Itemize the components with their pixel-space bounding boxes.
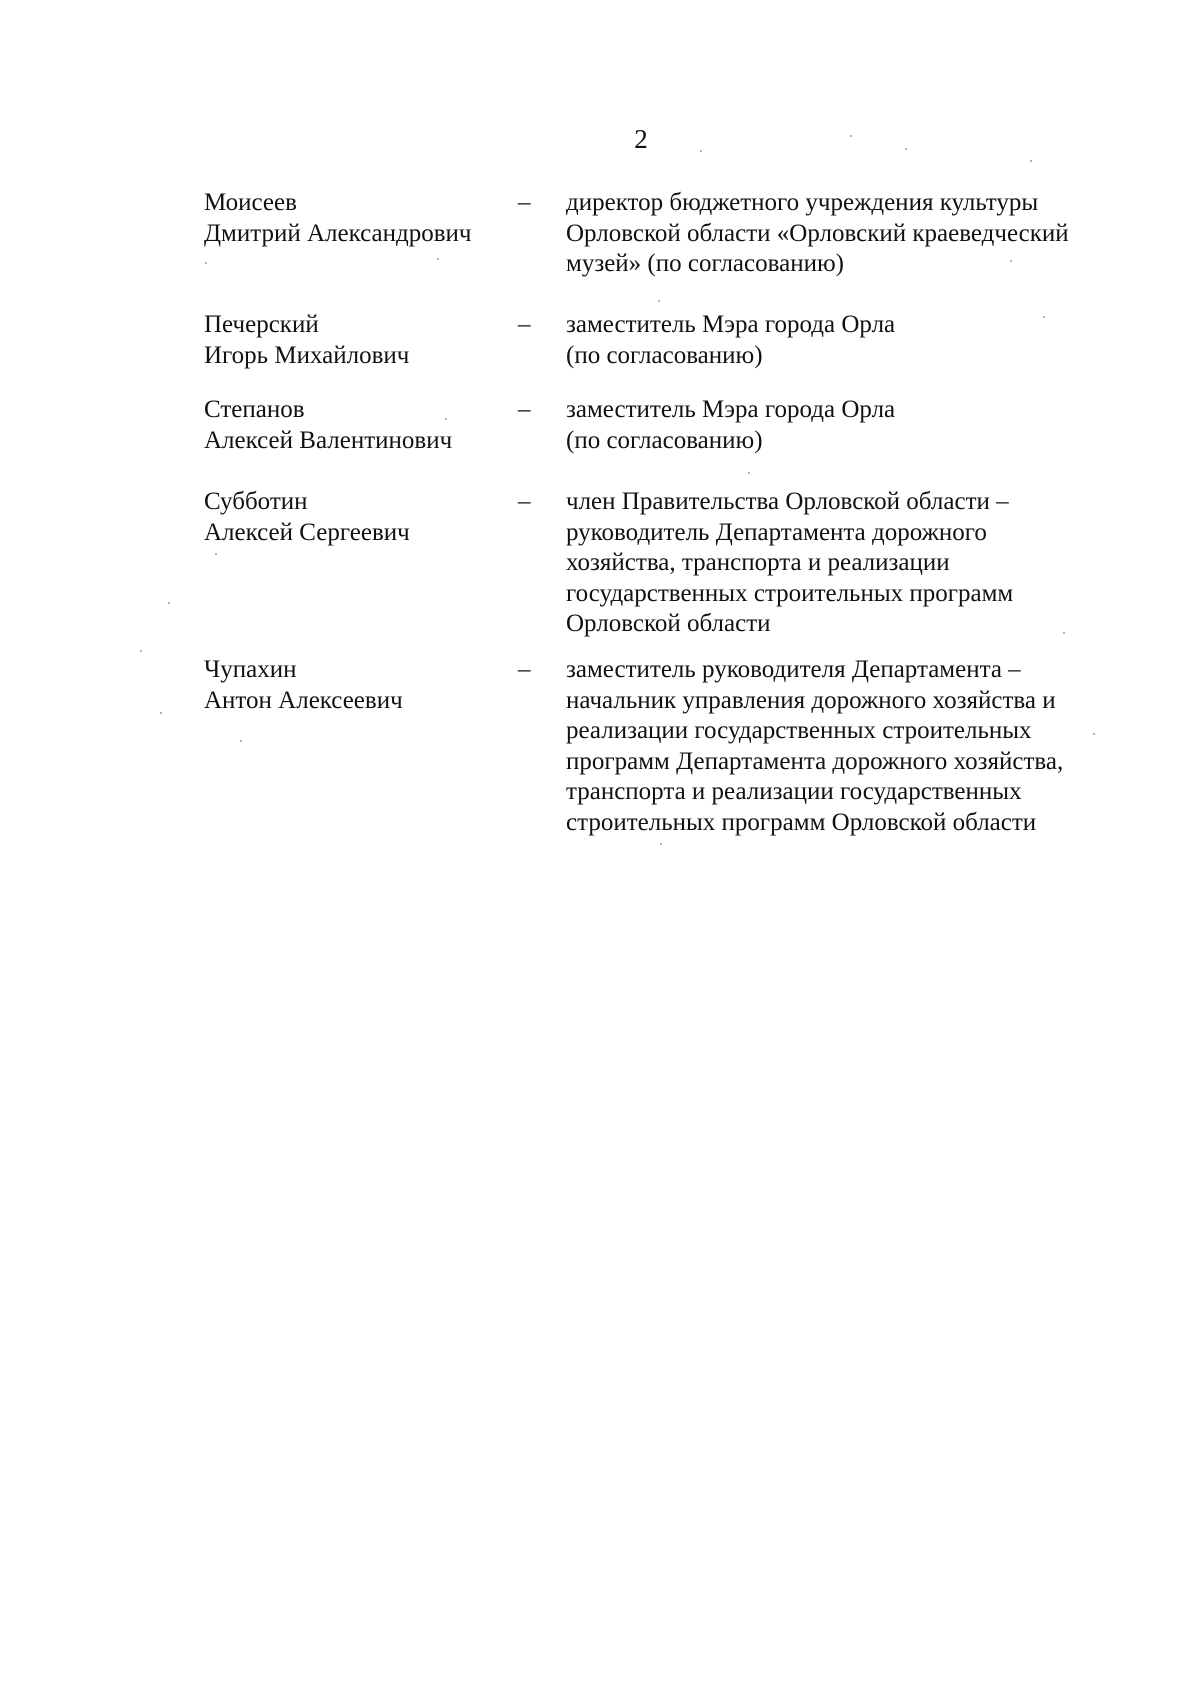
position-line: заместитель Мэра города Орла <box>566 311 896 338</box>
scan-speck <box>1043 316 1045 318</box>
member-position <box>566 310 1126 371</box>
position-line: строительных программ Орловской области <box>566 808 1037 836</box>
scan-speck <box>660 843 662 845</box>
position-line: заместитель Мэра города Орла <box>566 396 896 423</box>
scan-speck <box>850 135 852 137</box>
member-given-names: Алексей Валентинович <box>204 426 453 454</box>
scan-speck <box>445 418 447 420</box>
position-line: транспорта и реализации государственных <box>566 778 1022 805</box>
entry-dash: – <box>518 189 531 216</box>
position-line: заместитель руководителя Департамента – <box>566 656 1021 683</box>
scan-speck <box>1030 160 1032 162</box>
scan-speck <box>240 740 242 742</box>
scan-speck <box>205 262 207 264</box>
member-position <box>566 487 1126 640</box>
scan-speck <box>215 553 217 555</box>
member-surname: Степанов <box>204 396 305 423</box>
member-given-names: Игорь Михайлович <box>204 341 410 369</box>
position-line: директор бюджетного учреждения культуры <box>566 189 1039 216</box>
member-name <box>204 487 504 548</box>
position-line: Орловской области «Орловский краеведческий <box>566 219 1069 247</box>
entry-dash: – <box>518 311 531 338</box>
member-name <box>204 395 504 456</box>
scan-speck <box>140 650 142 652</box>
scan-speck <box>748 472 750 474</box>
position-line: руководитель Департамента дорожного <box>566 518 987 546</box>
position-line: Орловской области <box>566 610 771 637</box>
entry-dash: – <box>518 488 531 515</box>
position-line: член Правительства Орловской области – <box>566 488 1009 515</box>
page-number: 2 <box>634 124 648 154</box>
entry-dash: – <box>518 396 531 423</box>
scan-speck <box>437 258 439 260</box>
position-line: хозяйства, транспорта и реализации <box>566 549 950 576</box>
scan-speck <box>160 712 162 714</box>
scan-speck <box>905 148 907 150</box>
scan-speck <box>1063 632 1065 634</box>
position-line: реализации государственных строительных <box>566 717 1032 744</box>
position-line: (по согласованию) <box>566 426 763 454</box>
position-line: программ Департамента дорожного хозяйства, <box>566 747 1064 775</box>
scan-speck <box>658 300 660 302</box>
position-line: государственных строительных программ <box>566 579 1014 607</box>
member-surname: Моисеев <box>204 189 297 216</box>
member-surname: Печерский <box>204 311 319 338</box>
scan-speck <box>1093 733 1095 735</box>
member-position <box>566 395 1126 456</box>
member-surname: Чупахин <box>204 656 297 683</box>
member-name <box>204 188 504 249</box>
entry-dash: – <box>518 656 531 683</box>
member-name <box>204 310 504 371</box>
member-position <box>566 188 1126 280</box>
position-line: музей» (по согласованию) <box>566 250 844 277</box>
scan-speck <box>168 602 170 604</box>
member-name <box>204 655 504 716</box>
member-surname: Субботин <box>204 488 308 515</box>
scan-speck <box>1010 260 1012 262</box>
position-line: (по согласованию) <box>566 341 763 369</box>
member-given-names: Дмитрий Александрович <box>204 219 472 247</box>
position-line: начальник управления дорожного хозяйства и <box>566 686 1056 714</box>
member-given-names: Антон Алексеевич <box>204 686 403 714</box>
member-position <box>566 655 1126 838</box>
member-given-names: Алексей Сергеевич <box>204 518 410 546</box>
scan-speck <box>700 150 702 152</box>
